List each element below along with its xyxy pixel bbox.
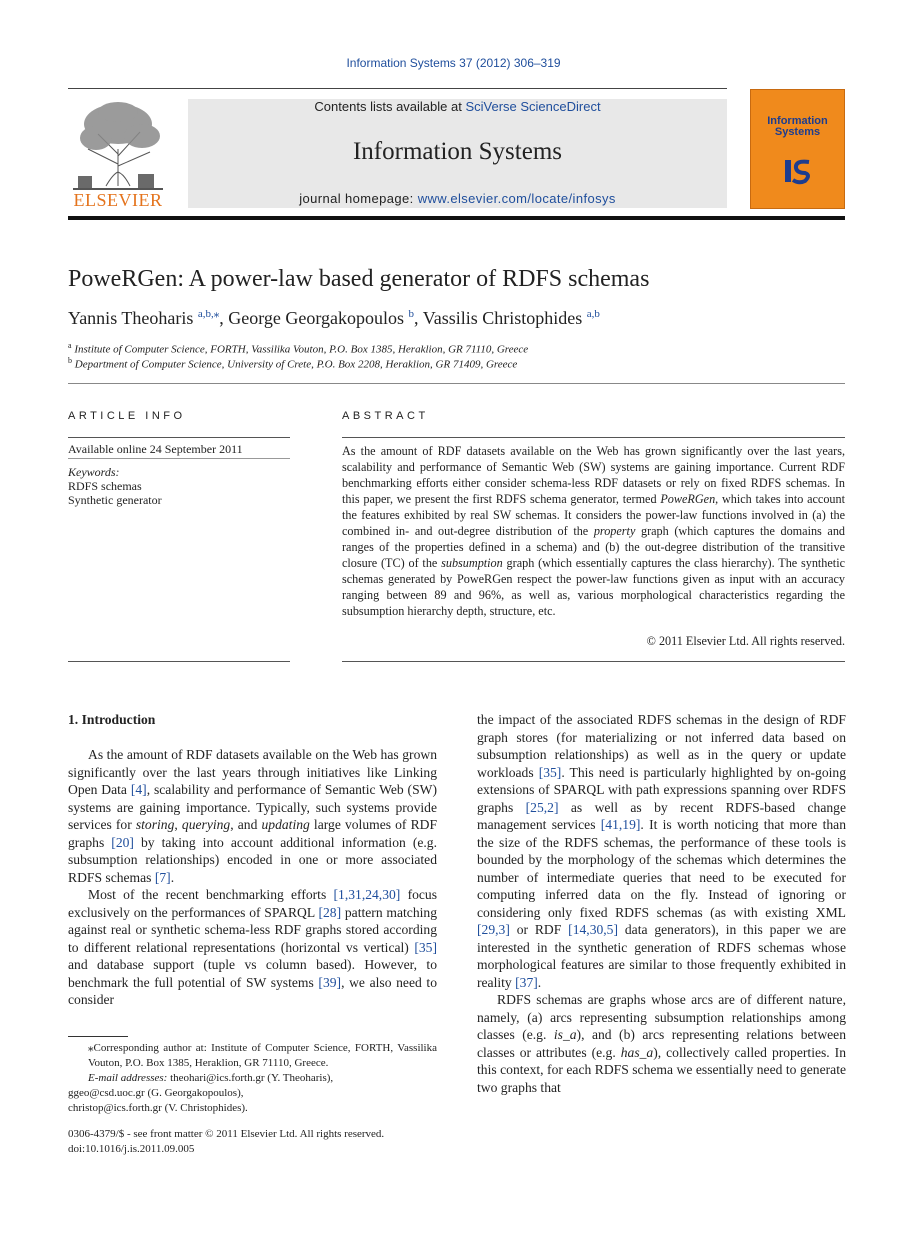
citation-link[interactable]: [35]	[538, 764, 562, 780]
keyword-item: RDFS schemas	[68, 479, 142, 493]
cover-title-line-2: Systems	[774, 126, 821, 138]
intro-paragraph-2: Most of the recent benchmarking efforts [1,31,24,30] focus exclusively on the performances of SPARQL [28] pattern matching against real or synthetic schema-less RDF graphs stored according to different relational representations (horizontal vs vertical) [35] and database support (tuple vs column based). However, to benchmark the full potential of SW systems [39], we also need to consider	[68, 887, 438, 1007]
journal-cover-image	[750, 89, 845, 209]
citation-link[interactable]: [25,2]	[525, 799, 559, 815]
citation-link[interactable]: [29,3]	[477, 922, 510, 937]
homepage-link[interactable]: www.elsevier.com/locate/infosys	[417, 191, 616, 206]
journal-name: Information Systems	[352, 138, 562, 165]
author-name: Vassilis Christophides	[422, 308, 583, 328]
author-name: George Georgakopoulos	[228, 308, 405, 328]
abstract-text: As the amount of RDF datasets available on the Web has grown significantly over the last years, scalability and performance of Semantic Web (SW) systems are gaining importance. Current RDF benchmarking efforts either consider schema-less RDF datasets or rely on fixed RDFS schemas. In this paper, we present the first RDFS schema generator, termed PoweRGen, which takes into account the features exhibited by real SW schemas. It considers the power-law functions involved in (a) the combined in- and out-degree distribution of the property graph (which captures the domains and ranges of the properties defined in a schema) and (b) the out-degree distribution of the transitive closure (TC) of the subsumption graph (which essentially captures the class hierarchy). The synthetic schemas generated by PoweRGen respect the power-law functions given as input with an accuracy ranging between 89 and 96%, as well as, various morphological characteristics regarding the subsumption hierarchy depth, structure, etc.	[342, 444, 846, 618]
article-info-divider	[68, 458, 290, 459]
article-info-rule	[68, 437, 290, 438]
intro-paragraph-1: As the amount of RDF datasets available on the Web has grown significantly over the last years through initiatives like Linking Open Data [4], scalability and performance of Semantic Web (SW) systems are gaining importance. Typically, such systems provide services for storing, querying, and updating large volumes of RDF graphs [20] by taking into account additional information (e.g. subsumption relationships) encoded in one or more associated RDFS schemas [7].	[68, 747, 438, 885]
journal-homepage-line	[188, 191, 727, 206]
article-info-heading: ARTICLE INFO	[68, 410, 186, 422]
citation-link[interactable]: [39]	[318, 974, 342, 990]
front-matter	[68, 1127, 437, 1157]
footnotes	[68, 1041, 437, 1116]
citation-link[interactable]: [4]	[130, 782, 147, 797]
citation-link[interactable]: [7]	[154, 869, 171, 885]
author-affil-sup[interactable]: b	[408, 308, 415, 320]
abstract-rule	[342, 437, 845, 438]
affiliation-b: $^b$ Department of Computer Science, University of Crete, P.O. Box 2208, Heraklion, GR 71409, Greece	[68, 356, 518, 371]
email-link[interactable]: christop@ics.forth.gr (V. Christophides).	[68, 1102, 248, 1114]
abstract-copyright: © 2011 Elsevier Ltd. All rights reserved.	[646, 634, 845, 648]
doi-line[interactable]: doi:10.1016/j.is.2011.09.005	[68, 1143, 195, 1155]
elsevier-wordmark: ELSEVIER	[73, 190, 163, 210]
email-link[interactable]: ggeo@csd.uoc.gr (G. Georgakopoulos),	[68, 1087, 244, 1099]
cover-title	[751, 116, 844, 138]
intro-paragraph-3: the impact of the associated RDFS schemas in the design of RDF graph stores (for materializing or not inferred data based on subsumption relationships) as well as in the query or update workloads [35]. This need is particularly highlighted by on-going extensions of SPARQL with path expressions spanning over RDFS graphs [25,2] as well as by recent RDFS-based change management services [41,19]. It is worth noticing that more than the size of the RDFS schemas, the performance of these tools is bounded by the morphology of the schemas which determines the number of intermediate queries that need to be executed for computing inferred data on the fly. Instead of ignoring or considering only fixed RDFS schemas (as with existing XML [29,3] or RDF [14,30,5] data generators), in this paper we are interested in the synthetic generation of RDFS schemas whose morphological features are similar to those frequently exhibited in reality [37].	[477, 712, 847, 990]
right-column-text	[477, 711, 846, 1096]
author-affil-sup[interactable]: a,b,⁎	[197, 308, 220, 320]
left-column-text	[68, 746, 437, 1009]
abstract-heading: ABSTRACT	[342, 410, 429, 422]
sciencedirect-link[interactable]: SciVerse ScienceDirect	[465, 99, 601, 114]
contents-prefix: Contents lists available at	[314, 99, 466, 114]
header-bottom-rule	[68, 216, 845, 220]
intro-heading: 1. Introduction	[68, 712, 156, 727]
article-title: PoweRGen: A power-law based generator of RDFS schemas	[68, 266, 650, 292]
citation-link[interactable]: [20]	[111, 834, 134, 850]
corresponding-author-note: ⁎Corresponding author at: Institute of Computer Science, FORTH, Vassilika Vouton, P.O. Box 1385, Heraklion, GR 71110, Greece.	[88, 1042, 437, 1069]
abstract-bottom-rule	[342, 661, 845, 662]
article-info-bottom-rule	[68, 661, 290, 662]
affiliation-a: $^a$ Institute of Computer Science, FORTH, Vassilika Vouton, P.O. Box 1385, Heraklion, GR 71110, Greece	[68, 341, 529, 356]
keywords-label: Keywords:	[68, 465, 120, 479]
author-affil-sup[interactable]: a,b	[586, 308, 600, 320]
available-online-date: Available online 24 September 2011	[68, 442, 243, 456]
cover-is-logo-icon	[783, 156, 813, 186]
homepage-prefix: journal homepage:	[299, 191, 418, 206]
author-list: Yannis Theoharis $^{a,b,⁎}$, George Georgakopoulos $^b$, Vassilis Christophides $^{a,b}$	[68, 308, 600, 328]
email-addresses: E-mail addresses: theohari@ics.forth.gr (Y. Theoharis),	[88, 1072, 334, 1084]
citation-link[interactable]: [28]	[318, 904, 342, 920]
intro-paragraph-4: RDFS schemas are graphs whose arcs are of different nature, namely, (a) arcs representing subsumption relationships among classes (e.g. is_a), and (b) arcs representing relations between classes or attributes (e.g. has_a), collectively called properties. In this context, for each RDFS schema we essentially need to generate two graphs that	[477, 992, 846, 1095]
cover-title-line-1: Information	[767, 115, 828, 127]
citation-link[interactable]: [14,30,5]	[568, 922, 619, 937]
contents-line	[188, 99, 727, 114]
journal-citation[interactable]: Information Systems 37 (2012) 306–319	[346, 56, 561, 70]
citation-link[interactable]: [37]	[515, 974, 538, 990]
affiliation-rule	[68, 383, 845, 384]
footnote-rule	[68, 1036, 128, 1037]
citation-link[interactable]: [41,19]	[600, 817, 641, 832]
issn-line: 0306-4379/$ - see front matter © 2011 Elsevier Ltd. All rights reserved.	[68, 1128, 385, 1140]
citation-link[interactable]: [35]	[414, 939, 437, 955]
email-link[interactable]: theohari@ics.forth.gr (Y. Theoharis),	[167, 1072, 334, 1084]
keyword-item: Synthetic generator	[68, 493, 162, 507]
citation-link[interactable]: [1,31,24,30]	[333, 887, 401, 902]
author-name: Yannis Theoharis	[68, 308, 194, 328]
header-top-rule	[68, 88, 727, 89]
